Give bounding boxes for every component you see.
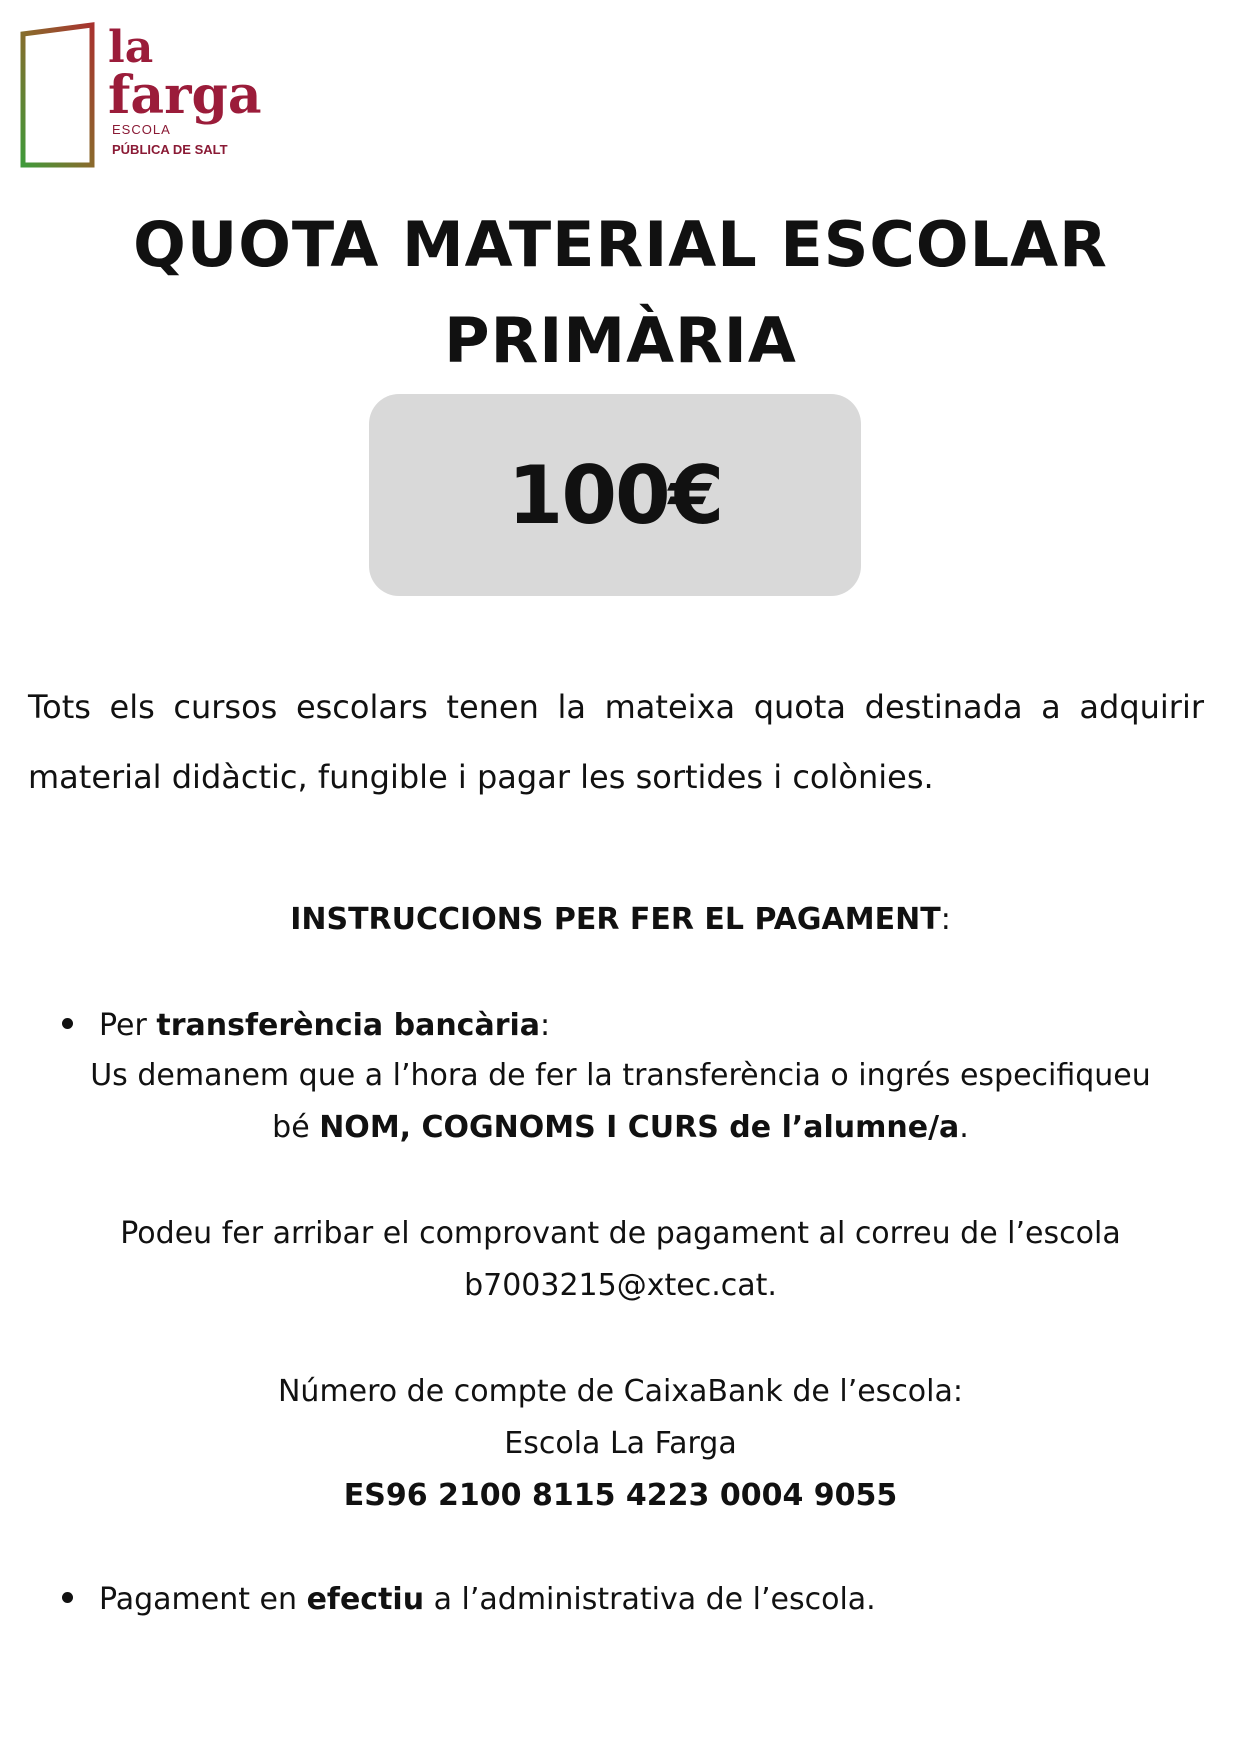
price-box bbox=[369, 394, 861, 596]
account-iban: ES96 2100 8115 4223 0004 9055 bbox=[343, 1478, 898, 1513]
instructions-heading bbox=[0, 898, 1241, 942]
transfer-line2-bold: NOM, COGNOMS I CURS de l’alumne/a bbox=[319, 1110, 960, 1145]
intro-paragraph: Tots els cursos escolars tenen la mateixa quota destinada a adquirir material didàctic, fungible i pagar les sortides i colònies. bbox=[28, 688, 1204, 796]
instructions-heading-bold: INSTRUCCIONS PER FER EL PAGAMENT bbox=[290, 902, 941, 937]
logo-line-farga: farga bbox=[108, 65, 262, 126]
logo-line-escola: ESCOLA bbox=[112, 122, 171, 137]
price-amount: 100€ bbox=[507, 448, 723, 542]
transfer-line2-prefix: bé bbox=[272, 1110, 320, 1145]
receipt-email: b7003215@xtec.cat. bbox=[464, 1268, 777, 1303]
school-logo bbox=[20, 22, 260, 172]
transfer-instruction-line-1: Us demanem que a l’hora de fer la transferència o ingrés especifiqueu bbox=[90, 1058, 1151, 1093]
bullet-cash bbox=[62, 1576, 876, 1624]
account-label: Número de compte de CaixaBank de l’escola: bbox=[277, 1374, 963, 1409]
transfer-line2-suffix: . bbox=[959, 1110, 969, 1145]
bullet-bank-transfer bbox=[62, 1002, 550, 1050]
transfer-instruction-line-2 bbox=[0, 1102, 1241, 1154]
transfer-bold: transferència bancària bbox=[156, 1008, 541, 1043]
instructions-heading-colon: : bbox=[940, 902, 951, 937]
cash-prefix: Pagament en bbox=[99, 1582, 307, 1617]
account-holder: Escola La Farga bbox=[504, 1426, 737, 1461]
logo-line-la: la bbox=[108, 22, 154, 73]
page-title bbox=[60, 197, 1181, 389]
receipt-line-1: Podeu fer arribar el comprovant de pagament al correu de l’escola bbox=[120, 1216, 1121, 1251]
transfer-suffix: : bbox=[540, 1008, 551, 1043]
bullet-dot-icon bbox=[62, 1018, 73, 1029]
cash-suffix: a l’administrativa de l’escola. bbox=[424, 1582, 876, 1617]
title-line-2: PRIMÀRIA bbox=[444, 304, 797, 377]
cash-bold: efectiu bbox=[306, 1582, 425, 1617]
bullet-dot-icon bbox=[62, 1592, 73, 1603]
door-frame-icon bbox=[20, 22, 100, 168]
title-line-1: QUOTA MATERIAL ESCOLAR bbox=[133, 208, 1108, 281]
transfer-prefix: Per bbox=[99, 1008, 157, 1043]
logo-line-publica: PÚBLICA DE SALT bbox=[112, 142, 228, 157]
